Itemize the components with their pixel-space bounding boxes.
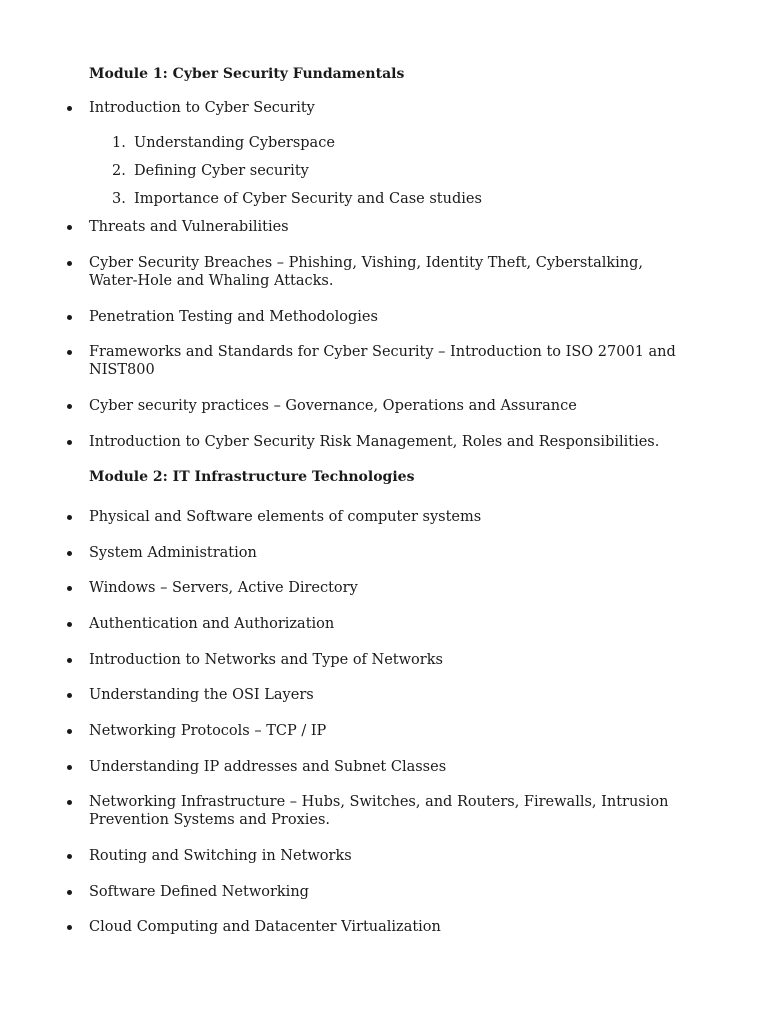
numbered-item [112, 190, 482, 208]
bullet-icon [67, 854, 72, 859]
bullet-icon [67, 350, 72, 355]
bullet-icon [67, 440, 72, 445]
list-item-text: Introduction to Networks and Type of Networks [89, 652, 443, 668]
list-item [89, 686, 689, 704]
list-item-text: Cyber Security Breaches – Phishing, Vishing, Identity Theft, Cyberstalking, Water-Hole and Whaling Attacks. [89, 255, 644, 289]
list-item-text: System Administration [89, 545, 257, 561]
bullet-icon [67, 765, 72, 770]
list-item-text: Understanding IP addresses and Subnet Classes [89, 759, 447, 775]
bullet-icon [67, 622, 72, 627]
numbered-item [112, 134, 335, 152]
list-item [89, 218, 689, 236]
list-item [89, 397, 689, 415]
list-item-text: Windows – Servers, Active Directory [89, 580, 358, 596]
bullet-icon [67, 658, 72, 663]
bullet-icon [67, 515, 72, 520]
number-marker: 1. [112, 135, 126, 151]
numbered-item-text: Understanding Cyberspace [134, 135, 335, 151]
list-item [89, 918, 689, 936]
list-item-text: Authentication and Authorization [89, 616, 335, 632]
bullet-icon [67, 925, 72, 930]
list-item [89, 847, 689, 865]
bullet-icon [67, 586, 72, 591]
list-item-text: Software Defined Networking [89, 884, 309, 900]
list-item-text: Cloud Computing and Datacenter Virtualization [89, 919, 441, 935]
bullet-icon [67, 551, 72, 556]
numbered-item [112, 162, 309, 180]
list-item [89, 99, 689, 117]
bullet-icon [67, 261, 72, 266]
bullet-icon [67, 729, 72, 734]
module-2-heading: Module 2: IT Infrastructure Technologies [89, 469, 415, 485]
numbered-item-text: Defining Cyber security [134, 163, 309, 179]
list-item-text: Frameworks and Standards for Cyber Security – Introduction to ISO 27001 and NIST800 [89, 344, 676, 378]
list-item-text: Introduction to Cyber Security Risk Management, Roles and Responsibilities. [89, 434, 660, 450]
list-item [89, 615, 689, 633]
list-item-text: Routing and Switching in Networks [89, 848, 352, 864]
list-item-text: Physical and Software elements of computer systems [89, 509, 482, 525]
list-item [89, 883, 689, 901]
list-item [89, 433, 689, 451]
numbered-item-text: Importance of Cyber Security and Case studies [134, 191, 482, 207]
list-item [89, 579, 689, 597]
list-item-text: Threats and Vulnerabilities [89, 219, 289, 235]
number-marker: 2. [112, 163, 126, 179]
list-item [89, 343, 689, 379]
list-item [89, 308, 689, 326]
list-item [89, 254, 689, 290]
bullet-icon [67, 404, 72, 409]
module-1-heading: Module 1: Cyber Security Fundamentals [89, 66, 405, 82]
list-item-text: Networking Infrastructure – Hubs, Switches, and Routers, Firewalls, Intrusion Prevention Systems and Proxies. [89, 794, 669, 828]
bullet-icon [67, 800, 72, 805]
number-marker: 3. [112, 191, 126, 207]
list-item-text: Cyber security practices – Governance, Operations and Assurance [89, 398, 577, 414]
bullet-icon [67, 890, 72, 895]
list-item [89, 793, 689, 829]
list-item [89, 722, 689, 740]
list-item-text: Networking Protocols – TCP / IP [89, 723, 327, 739]
list-item [89, 651, 689, 669]
list-item-text: Penetration Testing and Methodologies [89, 309, 378, 325]
bullet-icon [67, 693, 72, 698]
bullet-icon [67, 315, 72, 320]
list-item-text: Introduction to Cyber Security [89, 100, 315, 116]
list-item [89, 758, 689, 776]
list-item [89, 544, 689, 562]
bullet-icon [67, 225, 72, 230]
list-item-text: Understanding the OSI Layers [89, 687, 314, 703]
bullet-icon [67, 106, 72, 111]
list-item [89, 508, 689, 526]
